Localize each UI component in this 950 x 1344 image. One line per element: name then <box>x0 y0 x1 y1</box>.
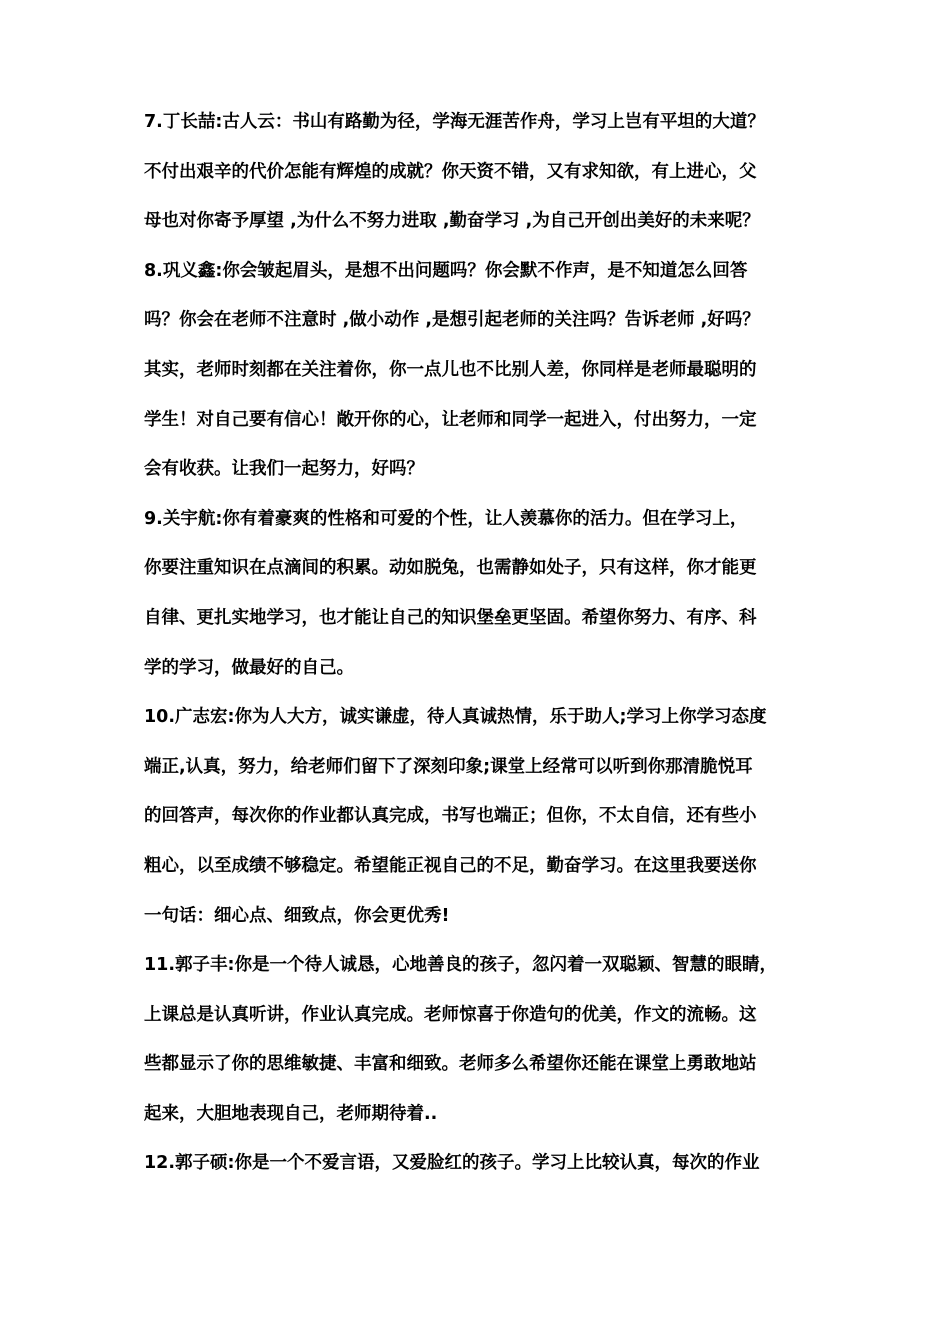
text-line: 12.郭子硕:你是一个不爱言语，又爱脸红的孩子。学习上比较认真，每次的作业 <box>144 1153 760 1174</box>
text-line: 10.广志宏:你为人大方，诚实谦虚，待人真诚热情，乐于助人;学习上你学习态度 <box>144 707 767 728</box>
text-line: 你要注重知识在点滴间的积累。动如脱兔，也需静如处子，只有这样，你才能更 <box>144 558 757 579</box>
text-line: 9.关宇航:你有着豪爽的性格和可爱的个性，让人羡慕你的活力。但在学习上， <box>144 508 748 529</box>
text-line: 些都显示了你的思维敏捷、丰富和细致。老师多么希望你还能在课堂上勇敢地站 <box>144 1054 757 1075</box>
text-line: 7.丁长喆:古人云：书山有路勤为径，学海无涯苦作舟，学习上岂有平坦的大道？ <box>144 112 765 132</box>
text-line: 起来，大胆地表现自己，老师期待着.. <box>144 1103 438 1124</box>
text-line: 吗？你会在老师不注意时 ,做小动作 ,是想引起老师的关注吗？告诉老师 ,好吗？ <box>144 310 760 331</box>
text-line: 学生！对自己要有信心！敞开你的心，让老师和同学一起进入，付出努力，一定 <box>144 409 757 430</box>
text-line: 自律、更扎实地学习，也才能让自己的知识堡垒更坚固。希望你努力、有序、科 <box>144 607 757 628</box>
teacher-comments-text <box>144 98 824 1189</box>
text-line: 粗心，以至成绩不够稳定。希望能正视自己的不足，勤奋学习。在这里我要送你 <box>144 855 757 876</box>
text-line: 不付出艰辛的代价怎能有辉煌的成就？你天资不错，又有求知欲，有上进心，父 <box>144 161 757 182</box>
text-line: 学的学习，做最好的自己。 <box>144 657 354 678</box>
text-line: 端正,认真，努力，给老师们留下了深刻印象;课堂上经常可以听到你那清脆悦耳 <box>144 756 753 777</box>
text-line: 8.巩义鑫:你会皱起眉头，是想不出问题吗？你会默不作声，是不知道怎么回答 <box>144 260 748 281</box>
text-line: 上课总是认真听讲，作业认真完成。老师惊喜于你造句的优美，作文的流畅。这 <box>144 1004 757 1025</box>
text-line: 母也对你寄予厚望 ,为什么不努力进取 ,勤奋学习 ,为自己开创出美好的未来呢？ <box>144 211 760 232</box>
text-line: 一句话：细心点、细致点，你会更优秀! <box>144 905 450 926</box>
text-line: 的回答声，每次你的作业都认真完成，书写也端正；但你，不太自信，还有些小 <box>144 806 757 827</box>
text-line: 会有收获。让我们一起努力，好吗？ <box>144 459 424 480</box>
text-line: 11.郭子丰:你是一个待人诚恳，心地善良的孩子，忽闪着一双聪颖、智慧的眼睛， <box>144 955 777 976</box>
text-line: 其实，老师时刻都在关注着你，你一点儿也不比别人差，你同样是老师最聪明的 <box>144 359 757 380</box>
